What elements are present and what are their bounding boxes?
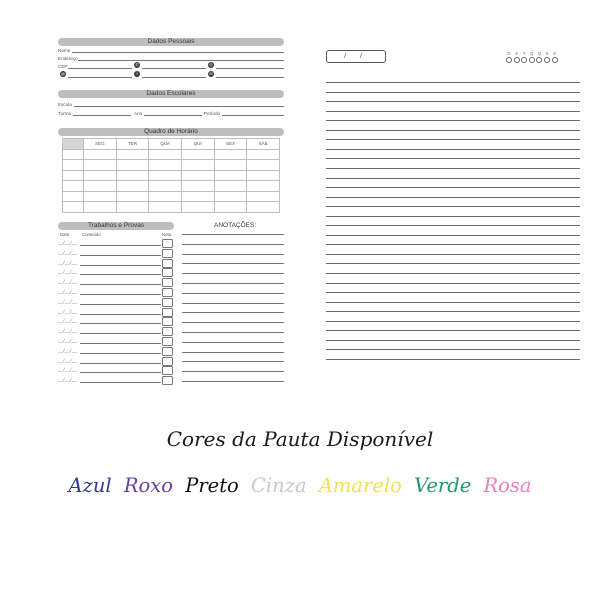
time-cell[interactable] xyxy=(63,202,84,213)
periodo-label: Período xyxy=(204,111,221,116)
anotacao-line[interactable] xyxy=(182,273,284,274)
ruled-line[interactable] xyxy=(326,158,580,159)
conteudo-line[interactable] xyxy=(80,245,161,246)
weekday-item xyxy=(552,51,558,63)
trabalho-row xyxy=(58,366,178,375)
ruled-line[interactable] xyxy=(326,92,580,93)
turma-line[interactable] xyxy=(73,115,131,116)
left-planner-page xyxy=(58,38,284,382)
schedule-table xyxy=(62,138,280,213)
conteudo-column-header: Conteúdo xyxy=(82,232,101,237)
ruled-line[interactable] xyxy=(326,216,580,217)
schedule-cell[interactable] xyxy=(181,181,214,192)
nota-box[interactable] xyxy=(162,376,173,385)
schedule-cell[interactable] xyxy=(181,202,214,213)
ruled-line[interactable] xyxy=(326,178,580,179)
trabalho-row xyxy=(58,376,178,385)
schedule-cell[interactable] xyxy=(84,202,117,213)
anotacao-line[interactable] xyxy=(182,293,284,294)
day-header: TER xyxy=(116,139,149,150)
conteudo-line[interactable] xyxy=(80,304,161,305)
cep-row xyxy=(58,62,284,70)
anotacao-line[interactable] xyxy=(182,332,284,333)
ruled-line[interactable] xyxy=(326,244,580,245)
date-placeholder: __/__/__ xyxy=(58,377,78,383)
trabalho-row xyxy=(58,259,178,268)
nota-box[interactable] xyxy=(162,337,173,346)
time-cell[interactable] xyxy=(63,160,84,171)
schedule-row xyxy=(63,149,280,160)
date-placeholder: __/__/__ xyxy=(58,298,78,304)
nome-label: Nome xyxy=(58,48,71,53)
whatsapp-line[interactable] xyxy=(216,77,284,78)
time-cell[interactable] xyxy=(63,181,84,192)
conteudo-line[interactable] xyxy=(80,284,161,285)
conteudo-line[interactable] xyxy=(80,274,161,275)
phone-icon: ✆ xyxy=(135,62,139,67)
anotacao-line[interactable] xyxy=(182,303,284,304)
weekday-letter: S xyxy=(515,51,518,56)
date-placeholder: __/__/__ xyxy=(58,279,78,285)
conteudo-line[interactable] xyxy=(80,363,161,364)
ruled-line[interactable] xyxy=(326,225,580,226)
nota-box[interactable] xyxy=(162,278,173,287)
turma-label: Turma xyxy=(58,111,72,116)
color-roxo: Roxo xyxy=(123,474,174,497)
weekday-item xyxy=(529,51,535,63)
endereco-row xyxy=(58,54,284,62)
date-placeholder: __/__/__ xyxy=(58,328,78,334)
date-placeholder: __/__/__ xyxy=(58,240,78,245)
schedule-cell[interactable] xyxy=(84,191,117,202)
color-preto: Preto xyxy=(185,474,239,497)
nota-box[interactable] xyxy=(162,298,173,307)
schedule-row xyxy=(63,181,280,192)
trabalho-row xyxy=(58,268,178,277)
schedule-cell[interactable] xyxy=(181,170,214,181)
day-header: SÁB xyxy=(247,139,280,150)
trabalho-row xyxy=(58,239,178,248)
time-cell[interactable] xyxy=(63,170,84,181)
schedule-cell[interactable] xyxy=(181,191,214,202)
date-placeholder: __/__/__ xyxy=(58,357,78,363)
ruled-line[interactable] xyxy=(326,273,580,274)
schedule-cell[interactable] xyxy=(116,160,149,171)
cep-line[interactable] xyxy=(68,68,132,69)
weekday-letter: S xyxy=(553,51,556,56)
whatsapp-icon: ☏ xyxy=(208,71,214,76)
conteudo-line[interactable] xyxy=(80,294,161,295)
cep-label: CEP xyxy=(58,64,68,69)
schedule-cell[interactable] xyxy=(116,149,149,160)
schedule-cell[interactable] xyxy=(214,181,247,192)
weekday-item xyxy=(506,51,512,63)
phone-line[interactable] xyxy=(142,68,206,69)
ruled-line[interactable] xyxy=(326,302,580,303)
ruled-line[interactable] xyxy=(326,130,580,131)
schedule-body xyxy=(63,149,280,212)
trabalho-row xyxy=(58,278,178,287)
weekday-circle-icon[interactable] xyxy=(506,57,512,63)
date-placeholder: __/__/__ xyxy=(58,367,78,373)
ruled-line[interactable] xyxy=(326,359,580,360)
date-placeholder: __/__/__ xyxy=(58,347,78,353)
quadro-horario-header: Quadro de Horário xyxy=(58,128,284,136)
nota-box[interactable] xyxy=(162,268,173,277)
turma-row xyxy=(58,109,284,117)
nota-box[interactable] xyxy=(162,347,173,356)
escola-line[interactable] xyxy=(74,106,284,107)
schedule-cell[interactable] xyxy=(149,149,182,160)
schedule-cell[interactable] xyxy=(247,149,280,160)
weekday-circle-icon[interactable] xyxy=(521,57,527,63)
day-header: SEX xyxy=(214,139,247,150)
nota-box[interactable] xyxy=(162,288,173,297)
schedule-header-row xyxy=(63,139,280,150)
schedule-cell[interactable] xyxy=(214,170,247,181)
schedule-cell[interactable] xyxy=(214,202,247,213)
date-field[interactable]: / / xyxy=(326,50,386,63)
nota-box[interactable] xyxy=(162,308,173,317)
data-column-header: Data xyxy=(60,232,70,237)
trabalho-row xyxy=(58,357,178,366)
ruled-line[interactable] xyxy=(326,187,580,188)
schedule-cell[interactable] xyxy=(84,181,117,192)
conteudo-line[interactable] xyxy=(80,333,161,334)
contact-row-2 xyxy=(58,71,284,79)
trabalho-row xyxy=(58,347,178,356)
conteudo-line[interactable] xyxy=(80,382,161,383)
ruled-line[interactable] xyxy=(326,82,580,83)
weekday-circle-icon[interactable] xyxy=(529,57,535,63)
anotacao-line[interactable] xyxy=(182,381,284,382)
date-placeholder: __/__/__ xyxy=(58,338,78,343)
trabalho-row xyxy=(58,288,178,297)
color-amarelo: Amarelo xyxy=(318,474,402,497)
nota-column-header: Nota xyxy=(162,232,172,237)
instagram-icon: ◎ xyxy=(209,62,213,67)
schedule-cell[interactable] xyxy=(84,149,117,160)
schedule-cell[interactable] xyxy=(149,181,182,192)
nota-box[interactable] xyxy=(162,249,173,258)
ruled-line[interactable] xyxy=(326,263,580,264)
schedule-cell[interactable] xyxy=(214,191,247,202)
schedule-corner-cell xyxy=(63,139,84,150)
schedule-cell[interactable] xyxy=(247,191,280,202)
schedule-cell[interactable] xyxy=(247,160,280,171)
weekday-letter: S xyxy=(545,51,549,56)
conteudo-line[interactable] xyxy=(80,255,161,256)
ruled-line[interactable] xyxy=(326,168,580,169)
day-header: QUI xyxy=(181,139,214,150)
schedule-cell[interactable] xyxy=(149,160,182,171)
day-header: SEG xyxy=(84,139,117,150)
ruled-line[interactable] xyxy=(326,340,580,341)
weekday-item xyxy=(521,51,527,63)
ruled-line[interactable] xyxy=(326,139,580,140)
periodo-line[interactable] xyxy=(222,115,284,116)
instagram-line[interactable] xyxy=(216,68,284,69)
schedule-cell[interactable] xyxy=(214,160,247,171)
weekday-item xyxy=(544,51,550,63)
schedule-cell[interactable] xyxy=(84,170,117,181)
weekday-circle-icon[interactable] xyxy=(552,57,558,63)
ruled-line[interactable] xyxy=(326,330,580,331)
anotacao-line[interactable] xyxy=(182,342,284,343)
schedule-cell[interactable] xyxy=(181,149,214,160)
trabalho-row xyxy=(58,327,178,336)
ruled-line[interactable] xyxy=(326,311,580,312)
nota-box[interactable] xyxy=(162,317,173,326)
anotacao-line[interactable] xyxy=(182,254,284,255)
email-icon: @ xyxy=(60,71,66,76)
nota-box[interactable] xyxy=(162,327,173,336)
facebook-icon: f xyxy=(134,71,140,77)
color-rosa: Rosa xyxy=(483,474,532,497)
trabalhos-provas-header: Trabalhos e Provas xyxy=(58,222,174,230)
ruled-line[interactable] xyxy=(326,283,580,284)
anotacao-line[interactable] xyxy=(182,322,284,323)
weekday-circle-icon[interactable] xyxy=(544,57,550,63)
nota-box[interactable] xyxy=(162,366,173,375)
weekday-letter: Q xyxy=(530,51,534,56)
conteudo-line[interactable] xyxy=(80,265,161,266)
time-cell[interactable] xyxy=(63,191,84,202)
day-header: QUA xyxy=(149,139,182,150)
endereco-label: Endereço xyxy=(58,56,78,61)
ruled-line[interactable] xyxy=(326,149,580,150)
anotacao-line[interactable] xyxy=(182,361,284,362)
nota-box[interactable] xyxy=(162,239,173,248)
weekday-item xyxy=(514,51,520,63)
ruled-line[interactable] xyxy=(326,235,580,236)
anotacao-line[interactable] xyxy=(182,263,284,264)
escola-row xyxy=(58,100,284,108)
color-azul: Azul xyxy=(68,474,112,497)
anotacao-line[interactable] xyxy=(182,371,284,372)
weekday-letter: T xyxy=(522,51,526,56)
anotacoes-label: ANOTAÇÕES: xyxy=(214,222,257,229)
date-placeholder: __/__/__ xyxy=(58,259,78,265)
anotacao-line[interactable] xyxy=(182,234,284,235)
weekday-letter: D xyxy=(507,51,511,56)
weekday-circle-icon[interactable] xyxy=(514,57,520,63)
date-placeholder: __/__/__ xyxy=(58,249,78,255)
schedule-cell[interactable] xyxy=(149,191,182,202)
schedule-cell[interactable] xyxy=(149,202,182,213)
schedule-row xyxy=(63,170,280,181)
date-placeholder: __/__/__ xyxy=(58,308,78,314)
colors-title: Cores da Pauta Disponível xyxy=(166,427,434,451)
right-lined-page xyxy=(326,46,582,372)
anotacao-line[interactable] xyxy=(182,352,284,353)
anotacao-line[interactable] xyxy=(182,244,284,245)
weekday-circle-icon[interactable] xyxy=(536,57,542,63)
trabalho-row xyxy=(58,249,178,258)
ruled-line[interactable] xyxy=(326,120,580,121)
ruled-line[interactable] xyxy=(326,101,580,102)
ruled-line[interactable] xyxy=(326,111,580,112)
conteudo-line[interactable] xyxy=(80,353,161,354)
schedule-row xyxy=(63,202,280,213)
color-verde: Verde xyxy=(414,474,472,497)
schedule-row xyxy=(63,191,280,202)
date-placeholder: __/__/__ xyxy=(58,318,78,324)
email-line[interactable] xyxy=(68,77,132,78)
ruled-line[interactable] xyxy=(326,206,580,207)
anotacao-line[interactable] xyxy=(182,312,284,313)
schedule-cell[interactable] xyxy=(149,170,182,181)
schedule-row xyxy=(63,160,280,171)
nota-box[interactable] xyxy=(162,259,173,268)
schedule-cell[interactable] xyxy=(247,170,280,181)
facebook-line[interactable] xyxy=(142,77,206,78)
ano-label: Ano xyxy=(134,111,143,116)
escola-label: Escola xyxy=(58,102,72,107)
schedule-cell[interactable] xyxy=(181,160,214,171)
schedule-cell[interactable] xyxy=(214,149,247,160)
trabalho-row xyxy=(58,337,178,346)
schedule-cell[interactable] xyxy=(116,202,149,213)
conteudo-line[interactable] xyxy=(80,372,161,373)
trabalho-row xyxy=(58,317,178,326)
ruled-line[interactable] xyxy=(326,349,580,350)
conteudo-line[interactable] xyxy=(80,323,161,324)
conteudo-line[interactable] xyxy=(80,314,161,315)
ruled-line[interactable] xyxy=(326,197,580,198)
ruled-line[interactable] xyxy=(326,321,580,322)
time-cell[interactable] xyxy=(63,149,84,160)
nome-row xyxy=(58,46,284,54)
schedule-cell[interactable] xyxy=(247,202,280,213)
conteudo-line[interactable] xyxy=(80,343,161,344)
trabalho-row xyxy=(58,308,178,317)
nome-line[interactable] xyxy=(72,52,284,53)
date-placeholder: __/__/__ xyxy=(58,289,78,294)
schedule-cell[interactable] xyxy=(247,181,280,192)
color-options xyxy=(0,474,600,497)
ano-line[interactable] xyxy=(144,115,202,116)
color-cinza: Cinza xyxy=(250,474,307,497)
anotacao-line[interactable] xyxy=(182,283,284,284)
date-placeholder: __/__/__ xyxy=(58,269,78,275)
schedule-cell[interactable] xyxy=(116,191,149,202)
weekday-item xyxy=(536,51,542,63)
trabalho-row xyxy=(58,298,178,307)
ruled-line[interactable] xyxy=(326,292,580,293)
endereco-line[interactable] xyxy=(78,60,284,61)
dados-escolares-header: Dados Escolares xyxy=(58,90,284,98)
weekday-letter: Q xyxy=(537,51,542,56)
schedule-cell[interactable] xyxy=(84,160,117,171)
schedule-cell[interactable] xyxy=(116,181,149,192)
dados-pessoais-header: Dados Pessoais xyxy=(58,38,284,46)
nota-box[interactable] xyxy=(162,357,173,366)
ruled-line[interactable] xyxy=(326,254,580,255)
schedule-cell[interactable] xyxy=(116,170,149,181)
